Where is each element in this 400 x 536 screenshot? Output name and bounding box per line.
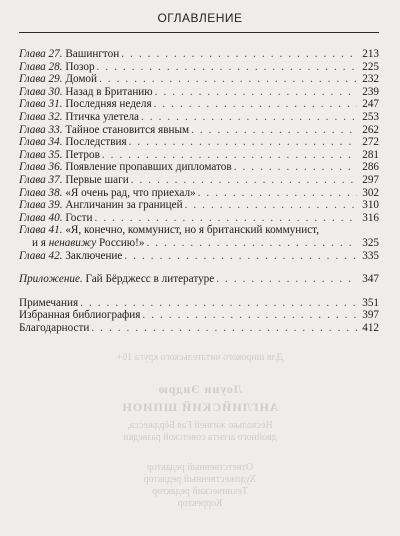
bleed-through-text: АНГЛИЙСКИЙ ШПИОН [121, 400, 279, 414]
toc-entry [19, 61, 379, 74]
chapter-title: Домой [65, 73, 98, 86]
leader-dots [198, 187, 357, 200]
leader-dots [191, 124, 357, 137]
page-number: 262 [362, 123, 379, 136]
leader-dots [141, 111, 357, 124]
page-number: 397 [362, 309, 379, 322]
toc-entry [19, 111, 379, 124]
chapter-label: Глава 40. [19, 211, 63, 224]
chapter-title: Позор [65, 60, 95, 73]
page-number: 325 [362, 236, 379, 249]
page-number: 253 [362, 110, 379, 123]
toc-entry [19, 161, 379, 174]
chapter-title: Англичанин за границей [65, 199, 183, 212]
chapter-title-line1: «Я, конечно, коммунист, но я британский коммунист, [65, 224, 320, 237]
chapter-label: Глава 27. [19, 48, 63, 60]
leader-dots [154, 98, 357, 111]
page-number: 351 [362, 296, 379, 309]
leader-dots [142, 309, 357, 322]
leader-dots [234, 161, 357, 174]
toc-entry-chapter-41-line1 [19, 224, 379, 237]
bleed-through-text: Несколько жизней Гая Бёрджесса, [127, 420, 273, 431]
page-number: 225 [362, 60, 379, 73]
chapter-title: «Я очень рад, что приехал» [65, 186, 196, 199]
chapter-list [19, 48, 379, 224]
leader-dots [124, 250, 357, 263]
bleed-through-text: Корректор [177, 498, 223, 509]
toc-entry-chapter-41-line2 [19, 237, 379, 250]
back-matter-title: Примечания [19, 296, 79, 309]
toc-entry-chapter-42 [19, 250, 379, 263]
page-number: 286 [362, 161, 379, 174]
chapter-title: Появление пропавших дипломатов [65, 161, 232, 174]
leader-dots [121, 48, 357, 61]
leader-dots [129, 136, 357, 149]
page-number: 310 [362, 199, 379, 212]
page-header: ОГЛАВЛЕНИЕ [157, 11, 243, 25]
page-number: 272 [362, 136, 379, 149]
toc-entry-back-matter [19, 309, 379, 322]
chapter-label: Глава 41. [19, 224, 63, 237]
chapter-label: Глава 34. [19, 136, 63, 149]
chapter-title: Вашингтон [65, 48, 120, 60]
bleed-through-text: Художественный редактор [143, 474, 257, 485]
leader-dots [91, 322, 357, 335]
chapter-label: Глава 38. [19, 186, 63, 199]
chapter-title: Птичка улетела [65, 110, 139, 123]
chapter-label: Глава 31. [19, 98, 63, 111]
chapter-label: Глава 36. [19, 161, 63, 174]
page-number: 316 [362, 211, 379, 224]
leader-dots [97, 61, 357, 74]
appendix-label: Приложение. [19, 273, 83, 286]
page-number: 297 [362, 173, 379, 186]
chapter-label: Глава 28. [19, 60, 63, 73]
chapter-label: Глава 37. [19, 173, 63, 186]
leader-dots [99, 73, 357, 86]
page-number: 347 [362, 273, 379, 286]
chapter-label: Глава 29. [19, 73, 63, 86]
toc-entry [19, 124, 379, 137]
page-number: 247 [362, 98, 379, 111]
page-number: 213 [362, 48, 379, 60]
toc-entry [19, 174, 379, 187]
leader-dots [216, 273, 357, 286]
chapter-label: Глава 32. [19, 110, 63, 123]
toc-entry-back-matter [19, 322, 379, 335]
page-number: 302 [362, 186, 379, 199]
leader-dots [155, 86, 357, 99]
leader-dots [80, 297, 357, 310]
back-matter-list [19, 297, 379, 335]
back-matter-title: Благодарности [19, 321, 90, 334]
chapter-title: Тайное становится явным [65, 123, 190, 136]
toc-entry [19, 98, 379, 111]
toc-entry [19, 136, 379, 149]
toc-entry [19, 73, 379, 86]
toc-entry [19, 149, 379, 162]
page-number: 335 [362, 249, 379, 262]
table-of-contents [19, 48, 379, 334]
toc-entry [19, 86, 379, 99]
toc-entry [19, 212, 379, 225]
page-number: 239 [362, 85, 379, 98]
chapter-title: Назад в Британию [65, 85, 153, 98]
chapter-title: Заключение [65, 249, 123, 262]
toc-entry [19, 48, 379, 61]
chapter-label: Глава 35. [19, 148, 63, 161]
leader-dots [146, 237, 357, 250]
leader-dots [185, 199, 357, 212]
chapter-label: Глава 39. [19, 199, 63, 212]
toc-entry-back-matter [19, 297, 379, 310]
toc-entry [19, 199, 379, 212]
bleed-through-text: двойного агента советской разведки [123, 432, 277, 443]
appendix-title: Гай Бёрджесс в литературе [85, 273, 215, 286]
chapter-title: Гости [65, 211, 93, 224]
header-rule [19, 32, 379, 33]
chapter-title: Последняя неделя [65, 98, 152, 111]
chapter-title: Петров [65, 148, 100, 161]
back-matter-title: Избранная библиография [19, 309, 141, 322]
chapter-title: Первые шаги [65, 173, 129, 186]
leader-dots [102, 149, 357, 162]
leader-dots [95, 212, 357, 225]
bleed-through-text: Лоуни Эндрю [157, 382, 243, 396]
toc-entry [19, 187, 379, 200]
bleed-through-text: Технический редактор [152, 486, 248, 497]
chapter-label: Глава 33. [19, 123, 63, 136]
leader-dots [131, 174, 357, 187]
chapter-title: Последствия [65, 136, 127, 149]
page-number: 412 [362, 321, 379, 334]
chapter-label: Глава 42. [19, 249, 63, 262]
toc-entry-appendix [19, 273, 379, 286]
chapter-label: Глава 30. [19, 85, 63, 98]
chapter-title-line2: и я ненавижу Россию!» [32, 236, 145, 249]
bleed-through-text: Ответственный редактор [146, 462, 254, 473]
page-number: 232 [362, 73, 379, 86]
bleed-through-text: Для широкого читательского круга 16+ [116, 352, 284, 363]
page-number: 281 [362, 148, 379, 161]
